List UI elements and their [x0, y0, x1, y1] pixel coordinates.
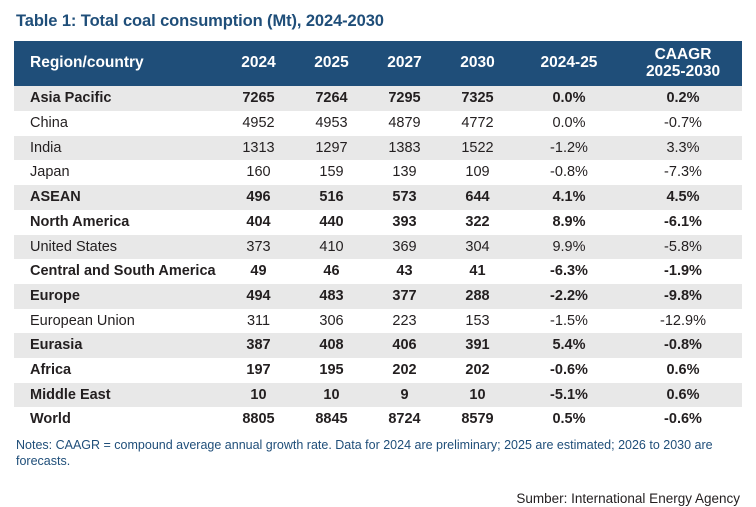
table-header-row	[14, 41, 742, 86]
row-label: Central and South America	[14, 259, 222, 284]
table-row	[14, 358, 742, 383]
column-header-2024-25: 2024-25	[514, 41, 624, 86]
column-header-2027: 2027	[368, 41, 441, 86]
cell-2024: 387	[222, 333, 295, 358]
cell-caagr: -1.9%	[624, 259, 742, 284]
row-label: ASEAN	[14, 185, 222, 210]
cell-2024-25: -1.2%	[514, 136, 624, 161]
cell-caagr: -5.8%	[624, 235, 742, 260]
row-label: China	[14, 111, 222, 136]
cell-caagr: -9.8%	[624, 284, 742, 309]
table-row	[14, 111, 742, 136]
cell-2025: 410	[295, 235, 368, 260]
table-row	[14, 284, 742, 309]
cell-2025: 1297	[295, 136, 368, 161]
cell-2030: 322	[441, 210, 514, 235]
cell-2024-25: 4.1%	[514, 185, 624, 210]
cell-2025: 8845	[295, 407, 368, 432]
cell-2030: 391	[441, 333, 514, 358]
cell-2024-25: -0.6%	[514, 358, 624, 383]
cell-2027: 4879	[368, 111, 441, 136]
cell-2024-25: -2.2%	[514, 284, 624, 309]
cell-2024: 10	[222, 383, 295, 408]
cell-2024-25: 0.0%	[514, 111, 624, 136]
cell-caagr: 0.2%	[624, 86, 742, 111]
cell-2024: 404	[222, 210, 295, 235]
row-label: Eurasia	[14, 333, 222, 358]
row-label: Europe	[14, 284, 222, 309]
cell-caagr: -0.7%	[624, 111, 742, 136]
row-label: Middle East	[14, 383, 222, 408]
cell-2024-25: 0.5%	[514, 407, 624, 432]
cell-2027: 377	[368, 284, 441, 309]
cell-2027: 43	[368, 259, 441, 284]
row-label: North America	[14, 210, 222, 235]
table-row	[14, 235, 742, 260]
cell-caagr: -7.3%	[624, 160, 742, 185]
cell-2024: 494	[222, 284, 295, 309]
cell-2027: 139	[368, 160, 441, 185]
caagr-header-line1: CAAGR	[654, 46, 712, 63]
cell-2025: 483	[295, 284, 368, 309]
cell-2030: 288	[441, 284, 514, 309]
table-row	[14, 86, 742, 111]
cell-2025: 440	[295, 210, 368, 235]
cell-2024-25: -6.3%	[514, 259, 624, 284]
cell-caagr: 4.5%	[624, 185, 742, 210]
cell-2030: 7325	[441, 86, 514, 111]
column-header-2030: 2030	[441, 41, 514, 86]
cell-2024: 49	[222, 259, 295, 284]
cell-2024-25: 8.9%	[514, 210, 624, 235]
table-row	[14, 160, 742, 185]
column-header-2024: 2024	[222, 41, 295, 86]
coal-consumption-table	[14, 41, 742, 432]
cell-caagr: -12.9%	[624, 309, 742, 334]
cell-2027: 223	[368, 309, 441, 334]
caagr-header-line2: 2025-2030	[645, 62, 721, 80]
cell-2025: 195	[295, 358, 368, 383]
table-row	[14, 333, 742, 358]
cell-2024: 311	[222, 309, 295, 334]
table-row	[14, 309, 742, 334]
cell-2030: 644	[441, 185, 514, 210]
cell-2025: 516	[295, 185, 368, 210]
table-row	[14, 259, 742, 284]
cell-2024-25: 5.4%	[514, 333, 624, 358]
table-row	[14, 210, 742, 235]
table-source: Sumber: International Energy Agency	[516, 491, 740, 507]
cell-2027: 8724	[368, 407, 441, 432]
row-label: Japan	[14, 160, 222, 185]
cell-2027: 202	[368, 358, 441, 383]
cell-2025: 46	[295, 259, 368, 284]
cell-2030: 202	[441, 358, 514, 383]
column-header-region: Region/country	[14, 41, 222, 86]
cell-2025: 306	[295, 309, 368, 334]
table-body	[14, 86, 742, 431]
row-label: World	[14, 407, 222, 432]
cell-2024: 8805	[222, 407, 295, 432]
cell-2025: 159	[295, 160, 368, 185]
cell-2025: 408	[295, 333, 368, 358]
cell-2030: 109	[441, 160, 514, 185]
cell-2027: 406	[368, 333, 441, 358]
table-row	[14, 383, 742, 408]
column-header-2025: 2025	[295, 41, 368, 86]
row-label: Africa	[14, 358, 222, 383]
row-label: European Union	[14, 309, 222, 334]
cell-caagr: 3.3%	[624, 136, 742, 161]
cell-2025: 10	[295, 383, 368, 408]
cell-2024-25: -1.5%	[514, 309, 624, 334]
page-title: Table 1: Total coal consumption (Mt), 2024-2030	[16, 12, 384, 30]
cell-caagr: 0.6%	[624, 358, 742, 383]
cell-2030: 304	[441, 235, 514, 260]
cell-2030: 1522	[441, 136, 514, 161]
table-row-total	[14, 407, 742, 432]
cell-2024-25: -0.8%	[514, 160, 624, 185]
cell-caagr: -0.6%	[624, 407, 742, 432]
cell-2024: 373	[222, 235, 295, 260]
cell-2027: 369	[368, 235, 441, 260]
cell-caagr: -6.1%	[624, 210, 742, 235]
cell-caagr: -0.8%	[624, 333, 742, 358]
cell-2024: 197	[222, 358, 295, 383]
cell-2025: 7264	[295, 86, 368, 111]
cell-2024: 4952	[222, 111, 295, 136]
table-row	[14, 185, 742, 210]
cell-2030: 153	[441, 309, 514, 334]
cell-2024-25: -5.1%	[514, 383, 624, 408]
cell-2025: 4953	[295, 111, 368, 136]
cell-2024: 7265	[222, 86, 295, 111]
row-label: India	[14, 136, 222, 161]
cell-2027: 1383	[368, 136, 441, 161]
cell-2024-25: 9.9%	[514, 235, 624, 260]
cell-2024: 160	[222, 160, 295, 185]
table-row	[14, 136, 742, 161]
cell-2024: 1313	[222, 136, 295, 161]
table-notes: Notes: CAAGR = compound average annual growth rate. Data for 2024 are preliminary; 2025 are estimated; 2026 to 2030 are forecasts.	[16, 437, 713, 468]
cell-2024-25: 0.0%	[514, 86, 624, 111]
cell-2027: 7295	[368, 86, 441, 111]
cell-2030: 10	[441, 383, 514, 408]
cell-2027: 573	[368, 185, 441, 210]
row-label: United States	[14, 235, 222, 260]
cell-2030: 4772	[441, 111, 514, 136]
cell-2030: 41	[441, 259, 514, 284]
table-header	[14, 41, 742, 86]
row-label: Asia Pacific	[14, 86, 222, 111]
cell-2027: 9	[368, 383, 441, 408]
cell-2024: 496	[222, 185, 295, 210]
column-header-caagr	[624, 41, 742, 86]
cell-2030: 8579	[441, 407, 514, 432]
cell-2027: 393	[368, 210, 441, 235]
cell-caagr: 0.6%	[624, 383, 742, 408]
